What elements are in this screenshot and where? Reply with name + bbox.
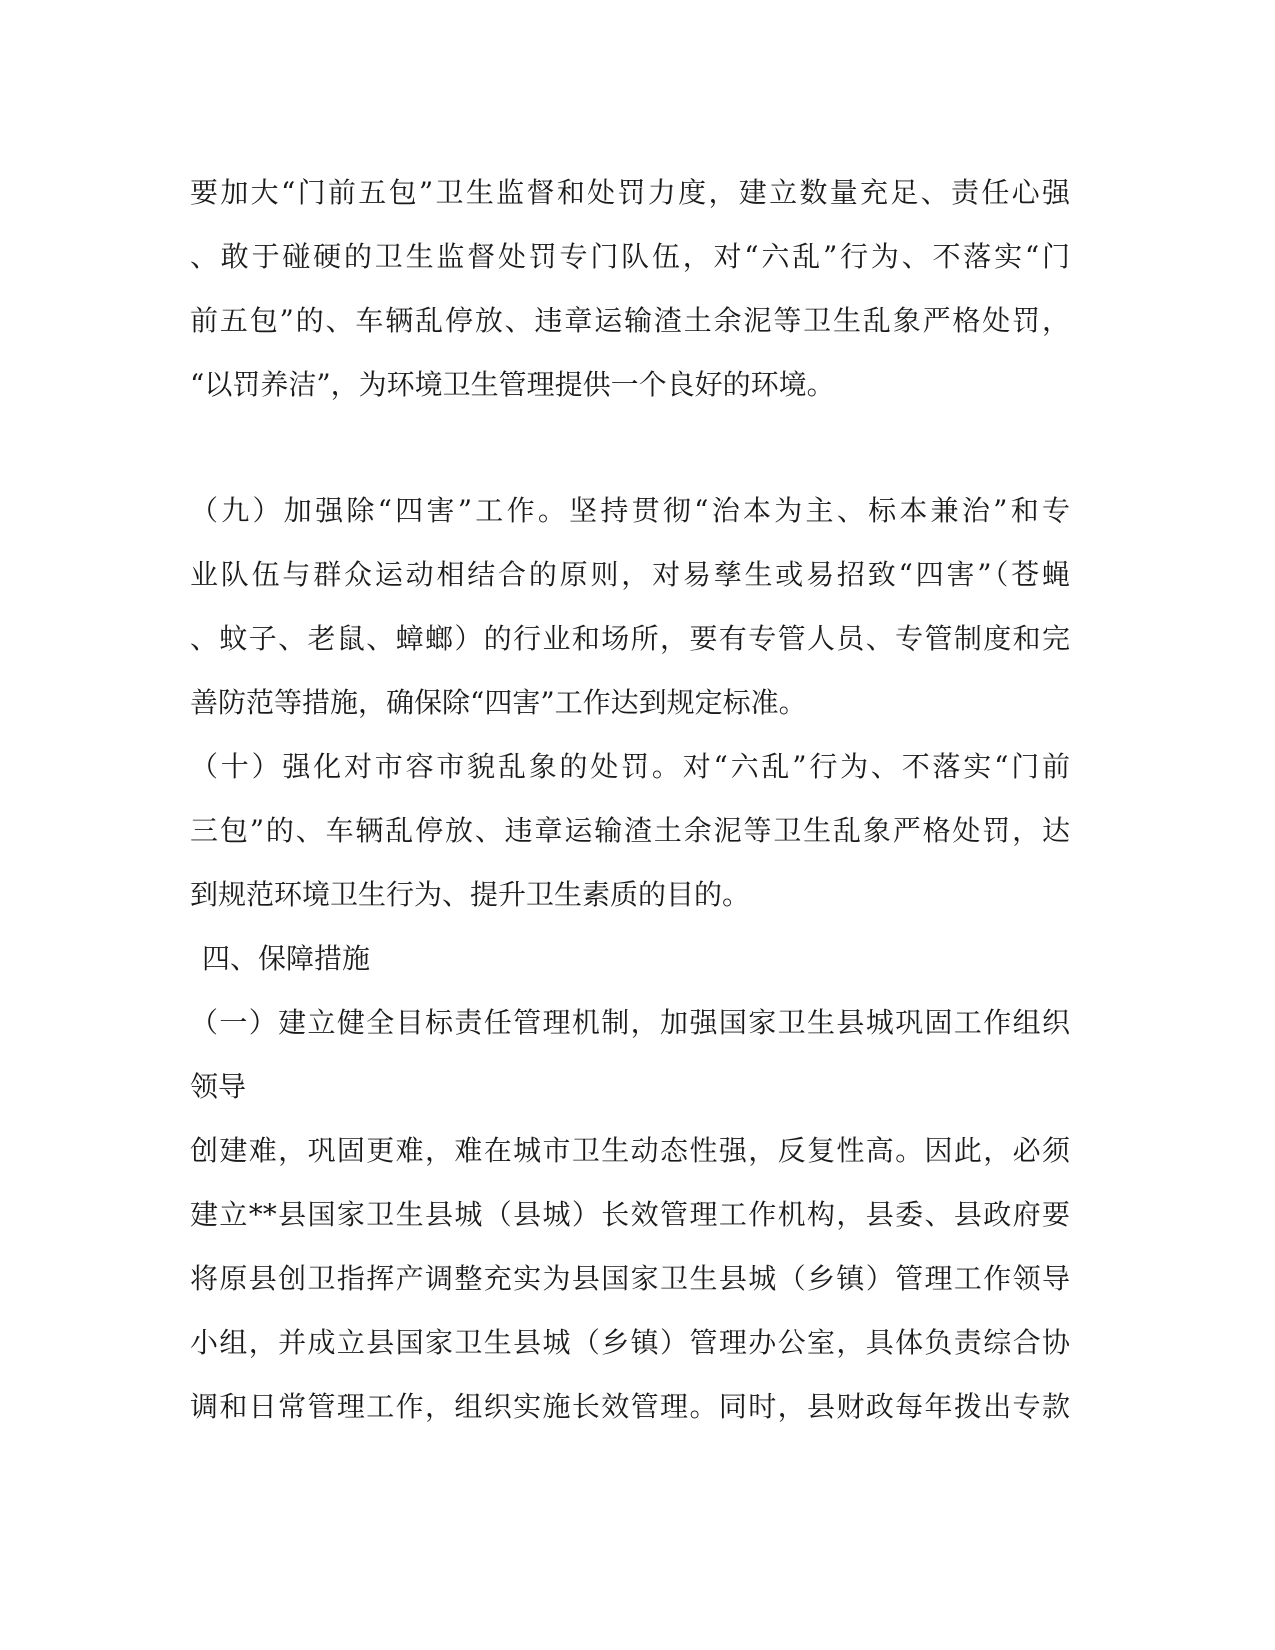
- text-line: 创建难，巩固更难，难在城市卫生动态性强，反复性高。因此，必须: [190, 1134, 1070, 1167]
- text-line: 领导: [190, 1070, 247, 1103]
- text-line: （十）强化对市容市貌乱象的处罚。对“六乱”行为、不落实“门前: [190, 750, 1070, 783]
- section-heading: 四、保障措施: [202, 942, 371, 975]
- text-line: 、敢于碰硬的卫生监督处罚专门队伍，对“六乱”行为、不落实“门: [190, 240, 1070, 273]
- text-line: 、蚊子、老鼠、蟑螂）的行业和场所，要有专管人员、专管制度和完: [190, 622, 1070, 655]
- text-line: 调和日常管理工作，组织实施长效管理。同时，县财政每年拨出专款: [190, 1390, 1070, 1423]
- text-line: 小组，并成立县国家卫生县城（乡镇）管理办公室，具体负责综合协: [190, 1326, 1070, 1359]
- text-line: 前五包”的、车辆乱停放、违章运输渣土余泥等卫生乱象严格处罚，: [190, 304, 1070, 337]
- text-line: （九）加强除“四害”工作。坚持贯彻“治本为主、标本兼治”和专: [190, 494, 1070, 527]
- text-line: 建立**县国家卫生县城（县城）长效管理工作机构，县委、县政府要: [190, 1198, 1070, 1231]
- text-line: 三包”的、车辆乱停放、违章运输渣土余泥等卫生乱象严格处罚，达: [190, 814, 1070, 847]
- document-body: [190, 161, 1070, 1439]
- text-line: 到规范环境卫生行为、提升卫生素质的目的。: [190, 878, 751, 911]
- text-line: “以罚养洁”，为环境卫生管理提供一个良好的环境。: [190, 368, 835, 401]
- text-line: 业队伍与群众运动相结合的原则，对易孳生或易招致“四害”（苍蝇: [190, 558, 1070, 591]
- text-line: 善防范等措施，确保除“四害”工作达到规定标准。: [190, 686, 807, 719]
- text-line: （一）建立健全目标责任管理机制，加强国家卫生县城巩固工作组织: [190, 1006, 1070, 1039]
- text-line: 要加大“门前五包”卫生监督和处罚力度，建立数量充足、责任心强: [190, 176, 1070, 209]
- text-line: 将原县创卫指挥产调整充实为县国家卫生县城（乡镇）管理工作领导: [190, 1262, 1070, 1295]
- paragraph-gap: [190, 417, 1070, 479]
